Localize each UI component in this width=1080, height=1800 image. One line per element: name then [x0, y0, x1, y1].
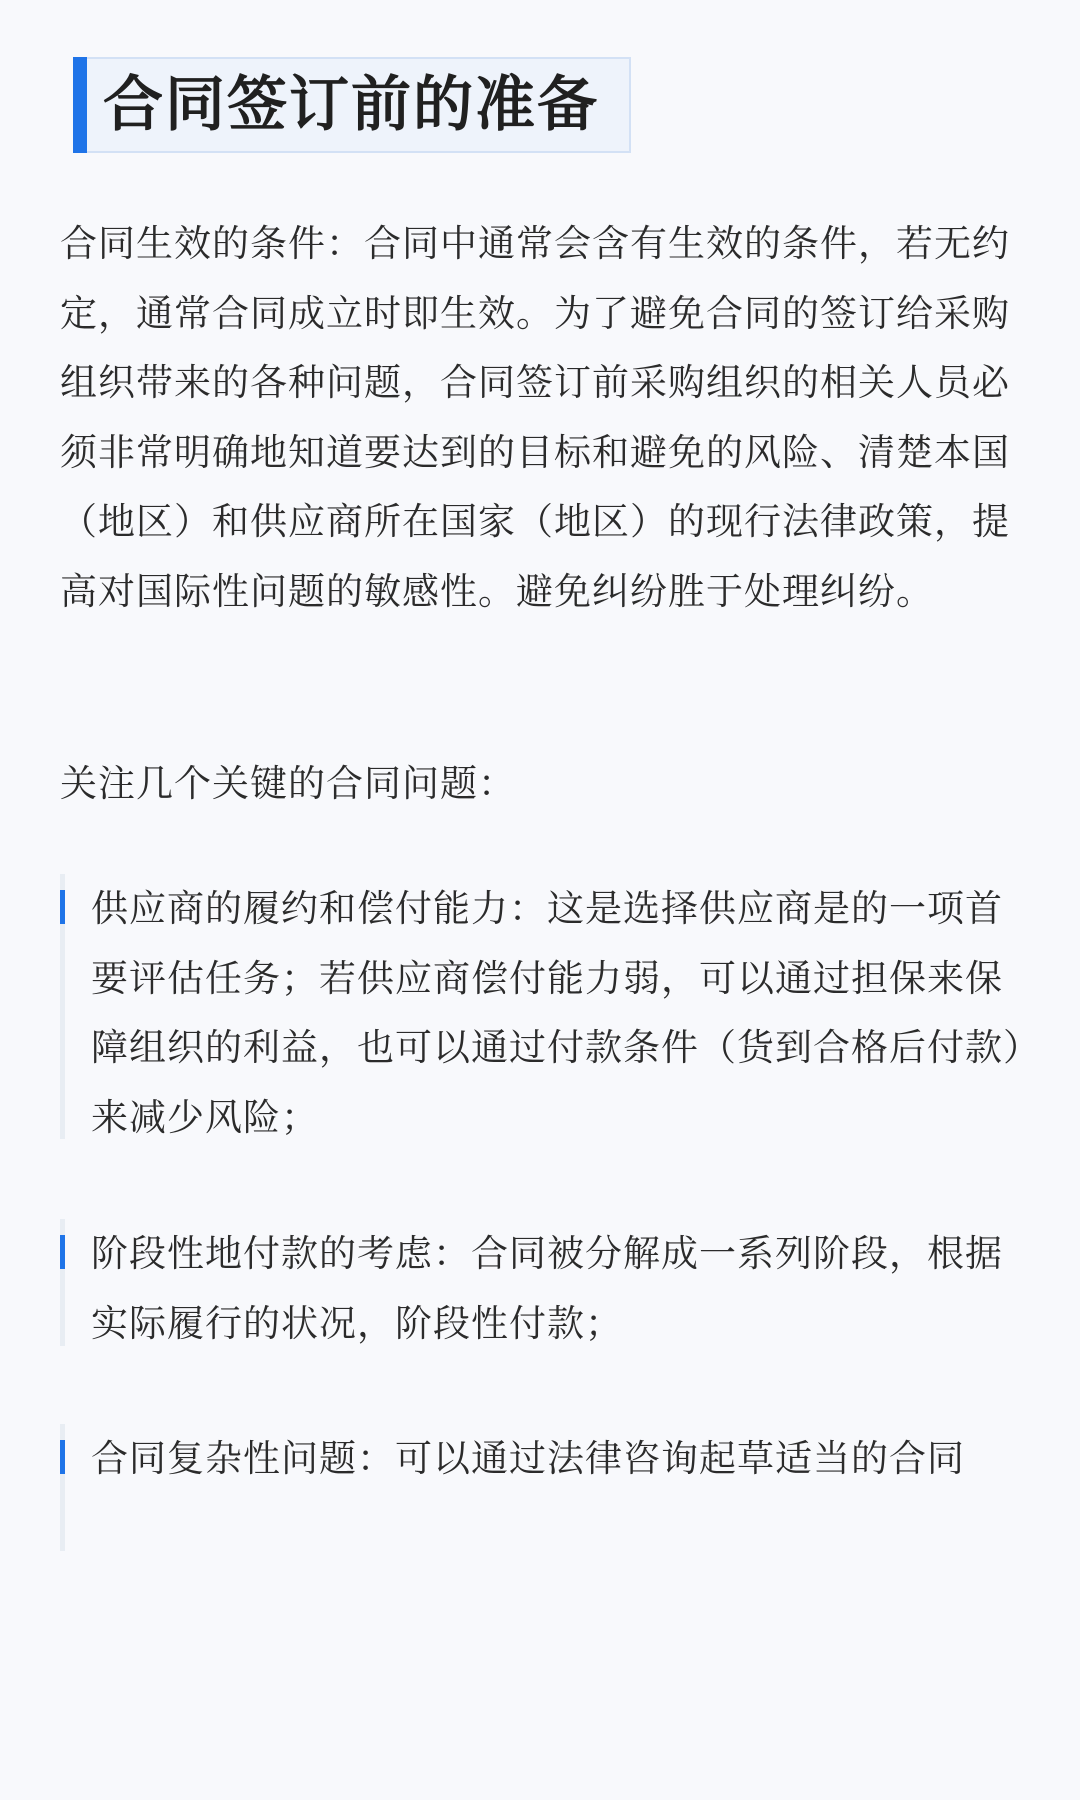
- quote-text: 供应商的履约和偿付能力：这是选择供应商是的一项首要评估任务；若供应商偿付能力弱，可以通过担保来保障组织的利益，也可以通过付款条件（货到合格后付款）来减少风险；: [91, 887, 1023, 1139]
- quote-block: [60, 1424, 1026, 1551]
- quote-block: [60, 874, 1026, 1139]
- page-title: 合同签订前的准备: [103, 70, 599, 140]
- quote-bar: [60, 1219, 65, 1346]
- quote-block: [60, 1219, 1026, 1346]
- quote-bar: [60, 1424, 65, 1551]
- quote-text: 阶段性地付款的考虑：合同被分解成一系列阶段，根据实际履行的状况，阶段性付款；: [91, 1232, 1003, 1345]
- intro-paragraph: 合同生效的条件：合同中通常会含有生效的条件，若无约定，通常合同成立时即生效。为了避免合同的签订给采购组织带来的各种问题，合同签订前采购组织的相关人员必须非常明确地知道要达到的目标和避免的风险、清楚本国（地区）和供应商所在国家（地区）的现行法律政策，提高对国际性问题的敏感性。避免纠纷胜于处理纠纷。: [60, 222, 1010, 613]
- lead-paragraph: 关注几个关键的合同问题：: [60, 762, 516, 805]
- quote-text: 合同复杂性问题：可以通过法律咨询起草适当的合同: [91, 1437, 965, 1480]
- title-accent-bar: [73, 57, 87, 153]
- quote-bar: [60, 874, 65, 1139]
- title-box: [73, 57, 631, 153]
